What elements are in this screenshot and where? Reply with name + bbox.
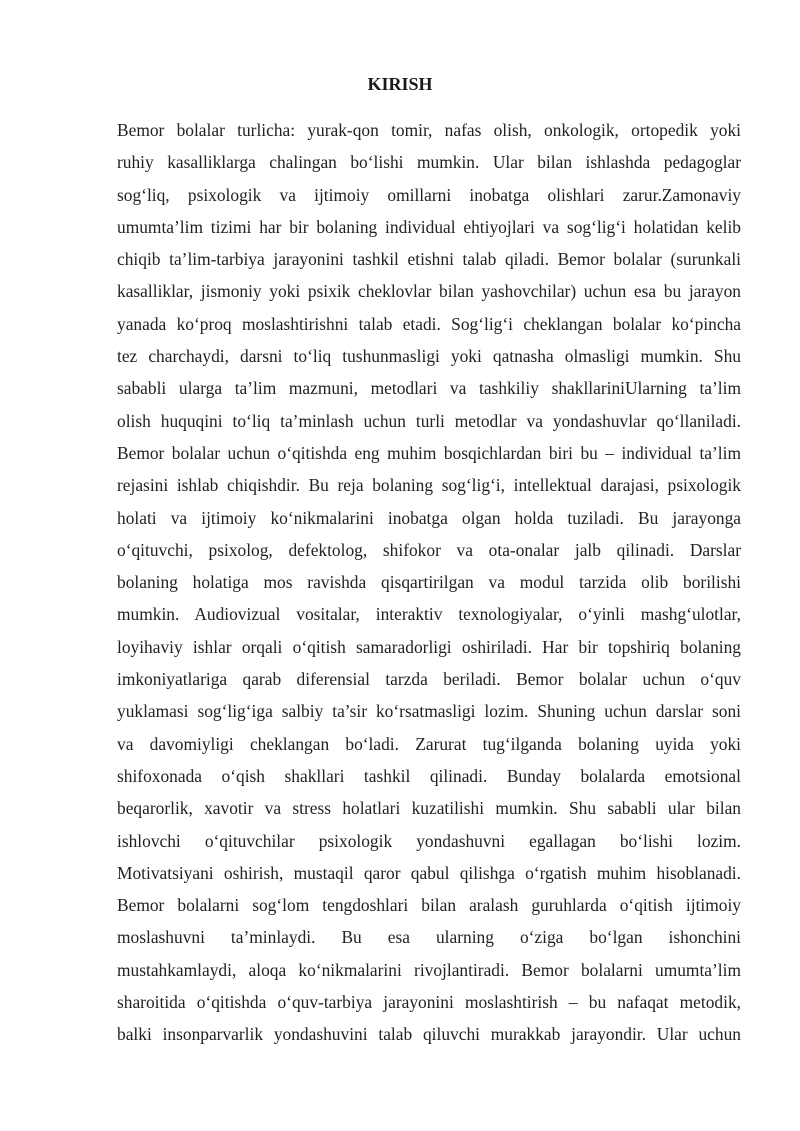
text-line: mumkin. Audiovizual vositalar, interaktiv texnologiyalar, o‘yinli mashg‘ulotlar, [117, 604, 741, 625]
text-line: balki insonparvarlik yondashuvini talab qiluvchi murakkab jarayondir. Ular uchun [117, 1024, 741, 1045]
text-line: ishlovchi o‘qituvchilar psixologik yondashuvni egallagan bo‘lishi lozim. [117, 830, 741, 851]
text-line: holati va ijtimoiy ko‘nikmalarini inobatga olgan holda tuziladi. Bu jarayonga [117, 507, 741, 528]
text-line: Bemor bolalar uchun o‘qitishda eng muhim bosqichlardan biri bu – individual ta’lim [117, 442, 741, 463]
text-line: va davomiyligi cheklangan bo‘ladi. Zarurat tug‘ilganda bolaning uyida yoki [117, 733, 741, 754]
page-title: KIRISH [367, 74, 433, 94]
text-line: sog‘liq, psixologik va ijtimoiy omillarni inobatga olishlari zarur.Zamonaviy [117, 184, 741, 205]
text-line: tez charchaydi, darsni to‘liq tushunmasligi yoki qatnasha olmasligi mumkin. Shu [117, 346, 741, 367]
text-line: Bemor bolalarni sog‘lom tengdoshlari bilan aralash guruhlarda o‘qitish ijtimoiy [117, 895, 741, 916]
text-line: sharoitida o‘qitishda o‘quv-tarbiya jarayonini moslashtirish – bu nafaqat metodik, [117, 992, 741, 1013]
text-line: Motivatsiyani oshirish, mustaqil qaror qabul qilishga o‘rgatish muhim hisoblanadi. [117, 862, 741, 883]
text-line: bolaning holatiga mos ravishda qisqartirilgan va modul tarzida olib borilishi [117, 572, 741, 593]
text-line: loyihaviy ishlar orqali o‘qitish samaradorligi oshiriladi. Har bir topshiriq bolaning [117, 636, 741, 657]
body-paragraph [117, 114, 741, 1051]
text-line: shifoxonada o‘qish shakllari tashkil qilinadi. Bunday bolalarda emotsional [117, 765, 741, 786]
text-line: rejasini ishlab chiqishdir. Bu reja bolaning sog‘lig‘i, intellektual darajasi, psixologik [117, 475, 741, 496]
text-line: kasalliklar, jismoniy yoki psixik cheklovlar bilan yashovchilar) uchun esa bu jarayon [117, 281, 741, 302]
text-line: Bemor bolalar turlicha: yurak-qon tomir, nafas olish, onkologik, ortopedik yoki [117, 120, 741, 140]
text-line: mustahkamlaydi, aloqa ko‘nikmalarini rivojlantiradi. Bemor bolalarni umumta’lim [117, 959, 741, 980]
text-line: imkoniyatlariga qarab diferensial tarzda beriladi. Bemor bolalar uchun o‘quv [117, 669, 741, 690]
text-line: sababli ularga ta’lim mazmuni, metodlari va tashkiliy shakllariniUlarning ta’lim [117, 378, 741, 399]
text-line: o‘qituvchi, psixolog, defektolog, shifokor va ota-onalar jalb qilinadi. Darslar [117, 539, 741, 560]
text-line: ruhiy kasalliklarga chalingan bo‘lishi mumkin. Ular bilan ishlashda pedagoglar [117, 152, 741, 173]
text-line: chiqib ta’lim-tarbiya jarayonini tashkil etishni talab qiladi. Bemor bolalar (surunkali [117, 249, 741, 270]
text-line: olish huquqini to‘liq ta’minlash uchun turli metodlar va yondashuvlar qo‘llaniladi. [117, 410, 741, 431]
text-line: moslashuvni ta’minlaydi. Bu esa ularning o‘ziga bo‘lgan ishonchini [117, 927, 741, 948]
text-line: umumta’lim tizimi har bir bolaning individual ehtiyojlari va sog‘lig‘i holatidan kelib [117, 216, 741, 237]
text-line: yuklamasi sog‘lig‘iga salbiy ta’sir ko‘rsatmasligi lozim. Shuning uchun darslar soni [117, 701, 741, 722]
text-line: beqarorlik, xavotir va stress holatlari kuzatilishi mumkin. Shu sababli ular bilan [117, 798, 741, 819]
text-line: yanada ko‘proq moslashtirishni talab etadi. Sog‘lig‘i cheklangan bolalar ko‘pincha [117, 313, 741, 334]
